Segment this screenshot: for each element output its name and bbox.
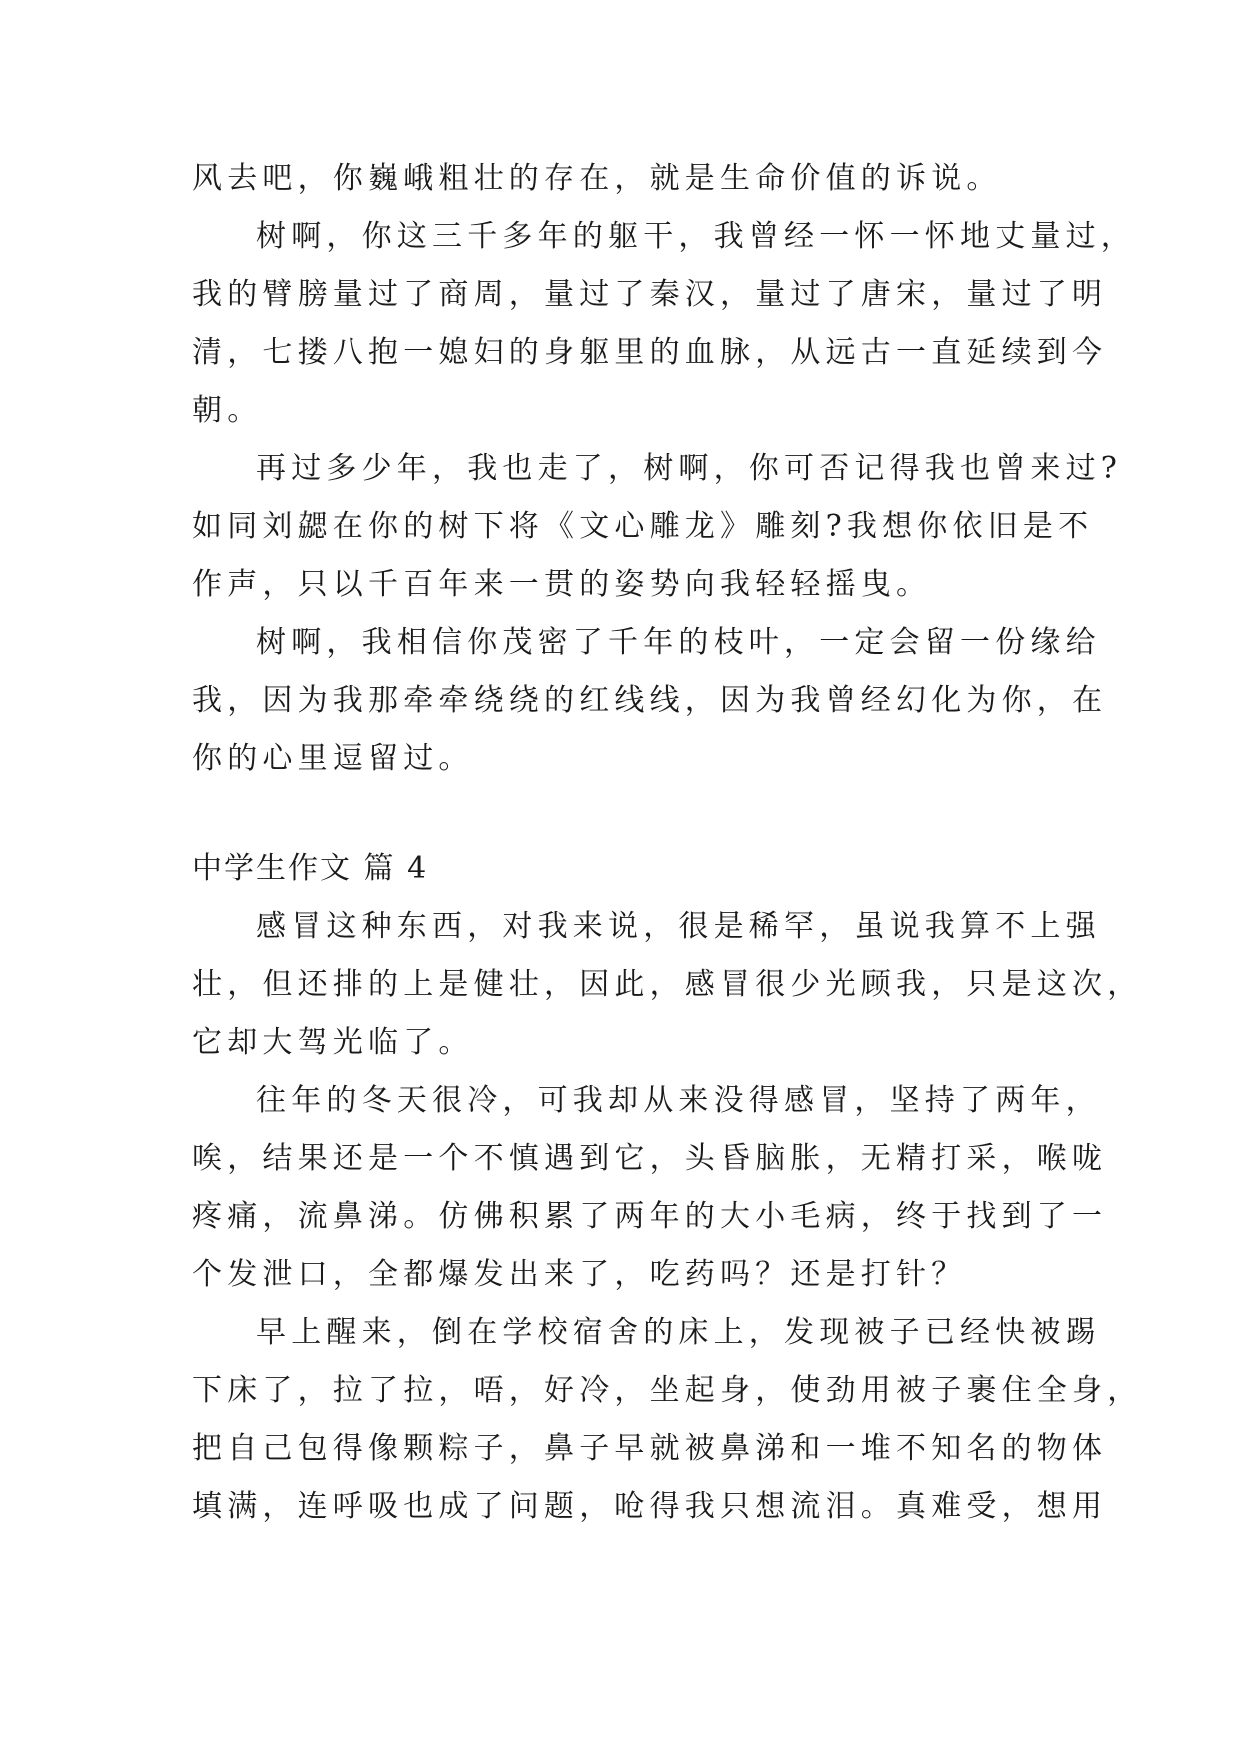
text-line: 我，因为我那牵牵绕绕的红线线，因为我曾经幻化为你，在: [192, 683, 1108, 718]
text-line: 我的臂膀量过了商周，量过了秦汉，量过了唐宋，量过了明: [192, 277, 1108, 312]
text-line: 再过多少年，我也走了，树啊，你可否记得我也曾来过?: [256, 451, 1123, 486]
section-gap: [192, 788, 1057, 840]
text-line: 下床了，拉了拉，唔，好冷，坐起身，使劲用被子裹住全身，: [192, 1373, 1143, 1408]
text-line: 你的心里逗留过。: [192, 741, 474, 776]
text-line: 感冒这种东西，对我来说，很是稀罕，虽说我算不上强: [256, 909, 1101, 944]
document-body: [192, 150, 1143, 1536]
essay-section-4: [192, 898, 1143, 1536]
text-line: 个发泄口，全都爆发出来了，吃药吗？还是打针？: [192, 1257, 967, 1292]
text-line: 风去吧，你巍峨粗壮的存在，就是生命价值的诉说。: [192, 161, 1002, 196]
section-title: 中学生作文 篇 4: [192, 851, 429, 886]
text-line: 朝。: [192, 393, 263, 428]
essay-continuation: [192, 150, 1136, 788]
text-line: 如同刘勰在你的树下将《文心雕龙》雕刻?我想你依旧是不: [192, 509, 1094, 544]
text-line: 作声，只以千百年来一贯的姿势向我轻轻摇曳。: [192, 567, 932, 602]
text-line: 填满，连呼吸也成了问题，呛得我只想流泪。真难受，想用: [192, 1489, 1108, 1524]
text-line: 往年的冬天很冷，可我却从来没得感冒，坚持了两年，: [256, 1083, 1101, 1118]
text-line: 把自己包得像颗粽子，鼻子早就被鼻涕和一堆不知名的物体: [192, 1431, 1108, 1466]
text-line: 疼痛，流鼻涕。仿佛积累了两年的大小毛病，终于找到了一: [192, 1199, 1108, 1234]
text-line: 早上醒来，倒在学校宿舍的床上，发现被子已经快被踢: [256, 1315, 1101, 1350]
text-line: 树啊，你这三千多年的躯干，我曾经一怀一怀地丈量过，: [256, 219, 1136, 254]
text-line: 树啊，我相信你茂密了千年的枝叶，一定会留一份缘给: [256, 625, 1101, 660]
text-line: 清，七搂八抱一媳妇的身躯里的血脉，从远古一直延续到今: [192, 335, 1108, 370]
text-line: 壮，但还排的上是健壮，因此，感冒很少光顾我，只是这次，: [192, 967, 1143, 1002]
text-line: 唉，结果还是一个不慎遇到它，头昏脑胀，无精打采，喉咙: [192, 1141, 1108, 1176]
text-line: 它却大驾光临了。: [192, 1025, 474, 1060]
